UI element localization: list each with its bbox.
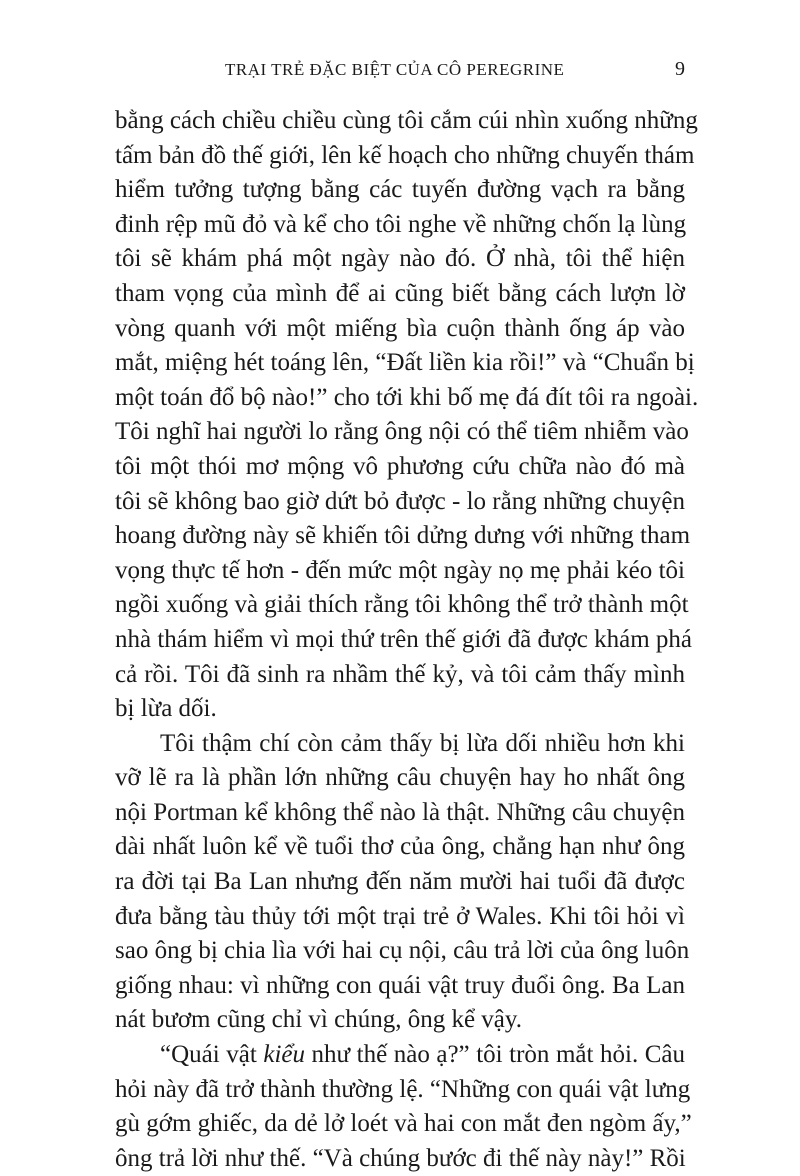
text-line: mắt, miệng hét toáng lên, “Đất liền kia rồi!” và “Chuẩn bị [115,349,695,377]
text-line: tham vọng của mình để ai cũng biết bằng cách lượn lờ [115,279,685,307]
paragraph-2 [115,727,690,1038]
paragraph-3 [115,1038,692,1176]
emphasis-text: kiểu [263,1041,305,1069]
text-line [115,1038,685,1073]
text-line: hiểm tưởng tượng bằng các tuyến đường vạch ra bằng [115,176,685,204]
text-line: tôi sẽ khám phá một ngày nào đó. Ở nhà, tôi thể hiện [115,245,685,273]
text-line: hỏi này đã trở thành thường lệ. “Những con quái vật lưng [115,1075,691,1103]
text-line: sao ông bị chia lìa với hai cụ nội, câu trả lời của ông luôn [115,937,690,965]
text-line: vọng thực tế hơn - đến mức một ngày nọ mẹ phải kéo tôi [115,556,685,584]
body-text [115,104,699,1176]
paragraph-1 [115,104,699,727]
text-line: một toán đổ bộ nào!” cho tới khi bố mẹ đá đít tôi ra ngoài. [115,383,699,411]
text-fragment: như thế nào ạ?” tôi tròn mắt hỏi. Câu [304,1041,686,1069]
text-line: tấm bản đồ thế giới, lên kế hoạch cho những chuyến thám [115,141,695,169]
text-line: nội Portman kể không thể nào là thật. Những câu chuyện [115,798,685,826]
text-fragment: “Quái vật [160,1041,264,1069]
text-line: vòng quanh với một miếng bìa cuộn thành ống áp vào [115,314,685,342]
text-line: Tôi thậm chí còn cảm thấy bị lừa dối nhiều hơn khi [160,729,685,757]
text-line: tôi sẽ không bao giờ dứt bỏ được - lo rằng những chuyện [115,487,685,515]
text-line: cả rồi. Tôi đã sinh ra nhầm thế kỷ, và tôi cảm thấy mình [115,660,685,688]
text-line: vỡ lẽ ra là phần lớn những câu chuyện hay ho nhất ông [115,764,685,792]
text-line: giống nhau: vì những con quái vật truy đuổi ông. Ba Lan [115,971,685,999]
text-line: đưa bằng tàu thủy tới một trại trẻ ở Wales. Khi tôi hỏi vì [115,902,685,930]
text-line: đinh rệp mũ đỏ và kể cho tôi nghe về những chốn lạ lùng [115,210,687,238]
text-line: bị lừa dối. [115,695,217,723]
text-line: dài nhất luôn kể về tuổi thơ của ông, chẳng hạn như ông [115,833,685,861]
running-header [115,60,685,90]
text-line: nhà thám hiểm vì mọi thứ trên thế giới đã được khám phá [115,625,693,653]
text-line: hoang đường này sẽ khiến tôi dửng dưng với những tham [115,522,691,550]
text-line: gù gớm ghiếc, da dẻ lở loét và hai con mắt đen ngòm ấy,” [115,1110,692,1138]
text-line: bằng cách chiều chiều cùng tôi cắm cúi nhìn xuống những [115,107,698,134]
text-line: nát bươm cũng chỉ vì chúng, ông kể vậy. [115,1006,523,1034]
text-line: ra đời tại Ba Lan nhưng đến năm mười hai tuổi đã được [115,868,685,896]
text-line: tôi một thói mơ mộng vô phương cứu chữa nào đó mà [115,452,685,480]
running-title: TRẠI TRẺ ĐẶC BIỆT CỦA CÔ PEREGRINE [225,60,565,79]
text-line: Tôi nghĩ hai người lo rằng ông nội có thể tiêm nhiễm vào [115,418,689,446]
page-number: 9 [675,58,685,80]
text-line: ông trả lời như thế. “Và chúng bước đi thế này này!” Rồi [115,1144,686,1172]
text-line: ngồi xuống và giải thích rằng tôi không thể trở thành một [115,591,689,619]
